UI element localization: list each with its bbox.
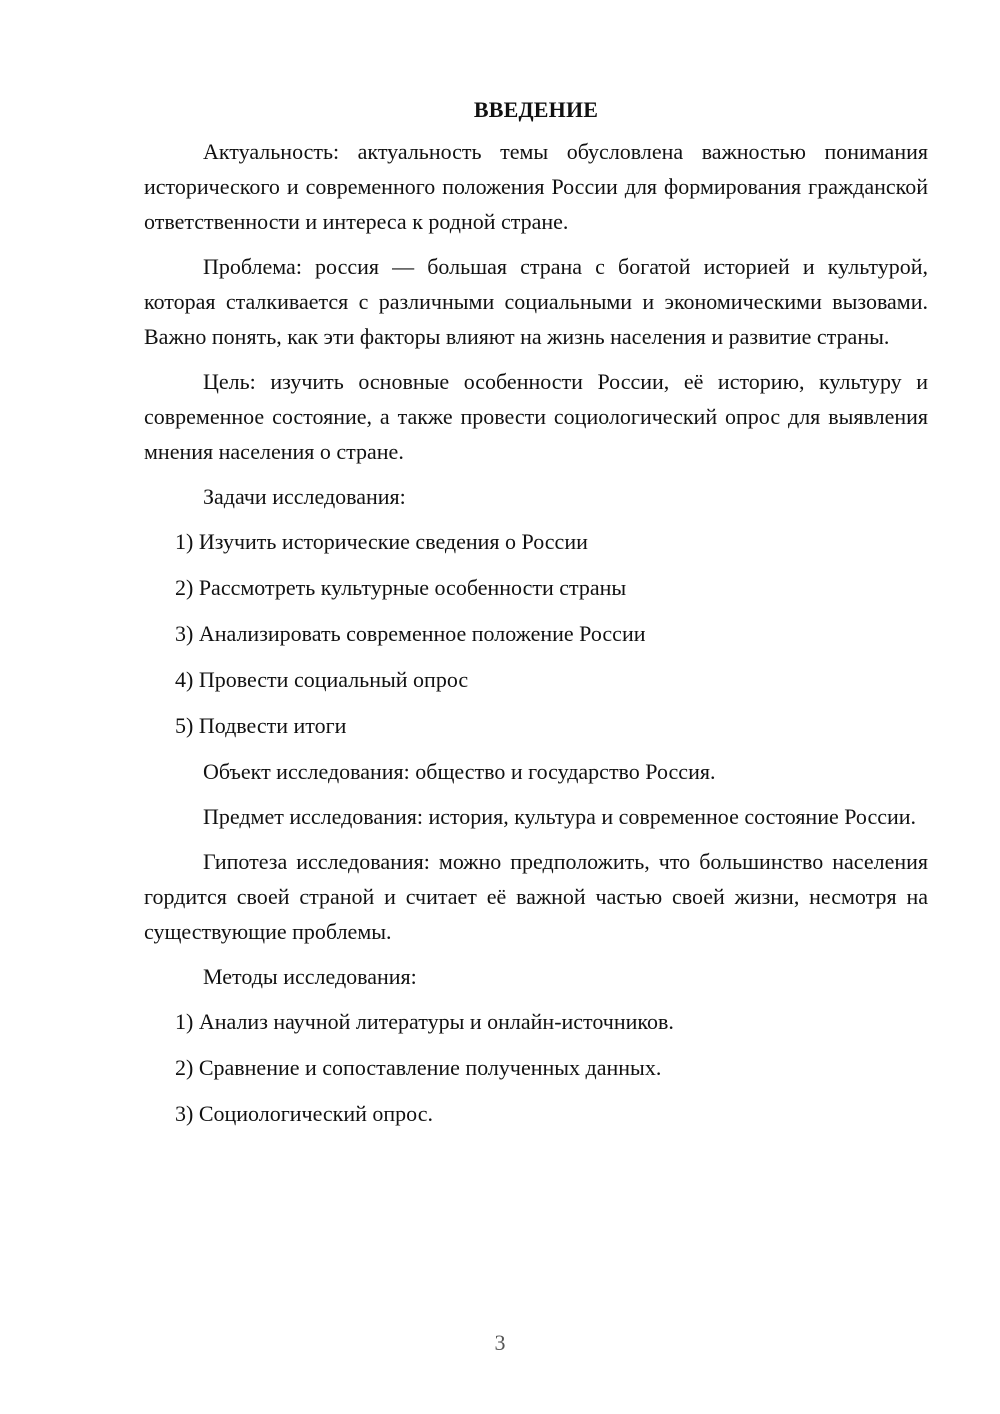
tasks-heading: Задачи исследования: — [203, 484, 406, 509]
tasks-list — [144, 524, 928, 743]
method-item: 1) Анализ научной литературы и онлайн-источников. — [175, 1009, 674, 1034]
methods-heading: Методы исследования: — [203, 964, 417, 989]
subject-paragraph: Предмет исследования: история, культура и современное состояние России. — [203, 804, 917, 829]
methods-list — [144, 1004, 928, 1131]
task-item: 2) Рассмотреть культурные особенности страны — [175, 575, 627, 600]
problem-paragraph: Проблема: россия — большая страна с богатой историей и культурой, которая сталкивается с различными социальными и экономическими вызовами. Важно понять, как эти факторы влияют на жизнь населения и развитие страны. — [144, 254, 928, 349]
hypothesis-paragraph: Гипотеза исследования: можно предположить, что большинство населения гордится своей страной и считает её важной частью своей жизни, несмотря на существующие проблемы. — [144, 849, 928, 944]
task-item: 4) Провести социальный опрос — [175, 667, 469, 692]
goal-paragraph: Цель: изучить основные особенности России, её историю, культуру и современное состояние, а также провести социологический опрос для выявления мнения населения о стране. — [144, 369, 928, 464]
section-title: ВВЕДЕНИЕ — [473, 97, 599, 122]
task-item: 1) Изучить исторические сведения о России — [175, 529, 588, 554]
relevance-paragraph: Актуальность: актуальность темы обусловлена важностью понимания исторического и современного положения России для формирования гражданской ответственности и интереса к родной стране. — [144, 139, 928, 234]
method-item: 2) Сравнение и сопоставление полученных данных. — [175, 1055, 662, 1080]
method-item: 3) Социологический опрос. — [175, 1101, 433, 1126]
task-item: 3) Анализировать современное положение России — [175, 621, 646, 646]
object-paragraph: Объект исследования: общество и государство Россия. — [203, 759, 716, 784]
task-item: 5) Подвести итоги — [175, 713, 347, 738]
page-number: 3 — [494, 1330, 506, 1355]
document-page — [144, 92, 928, 1142]
